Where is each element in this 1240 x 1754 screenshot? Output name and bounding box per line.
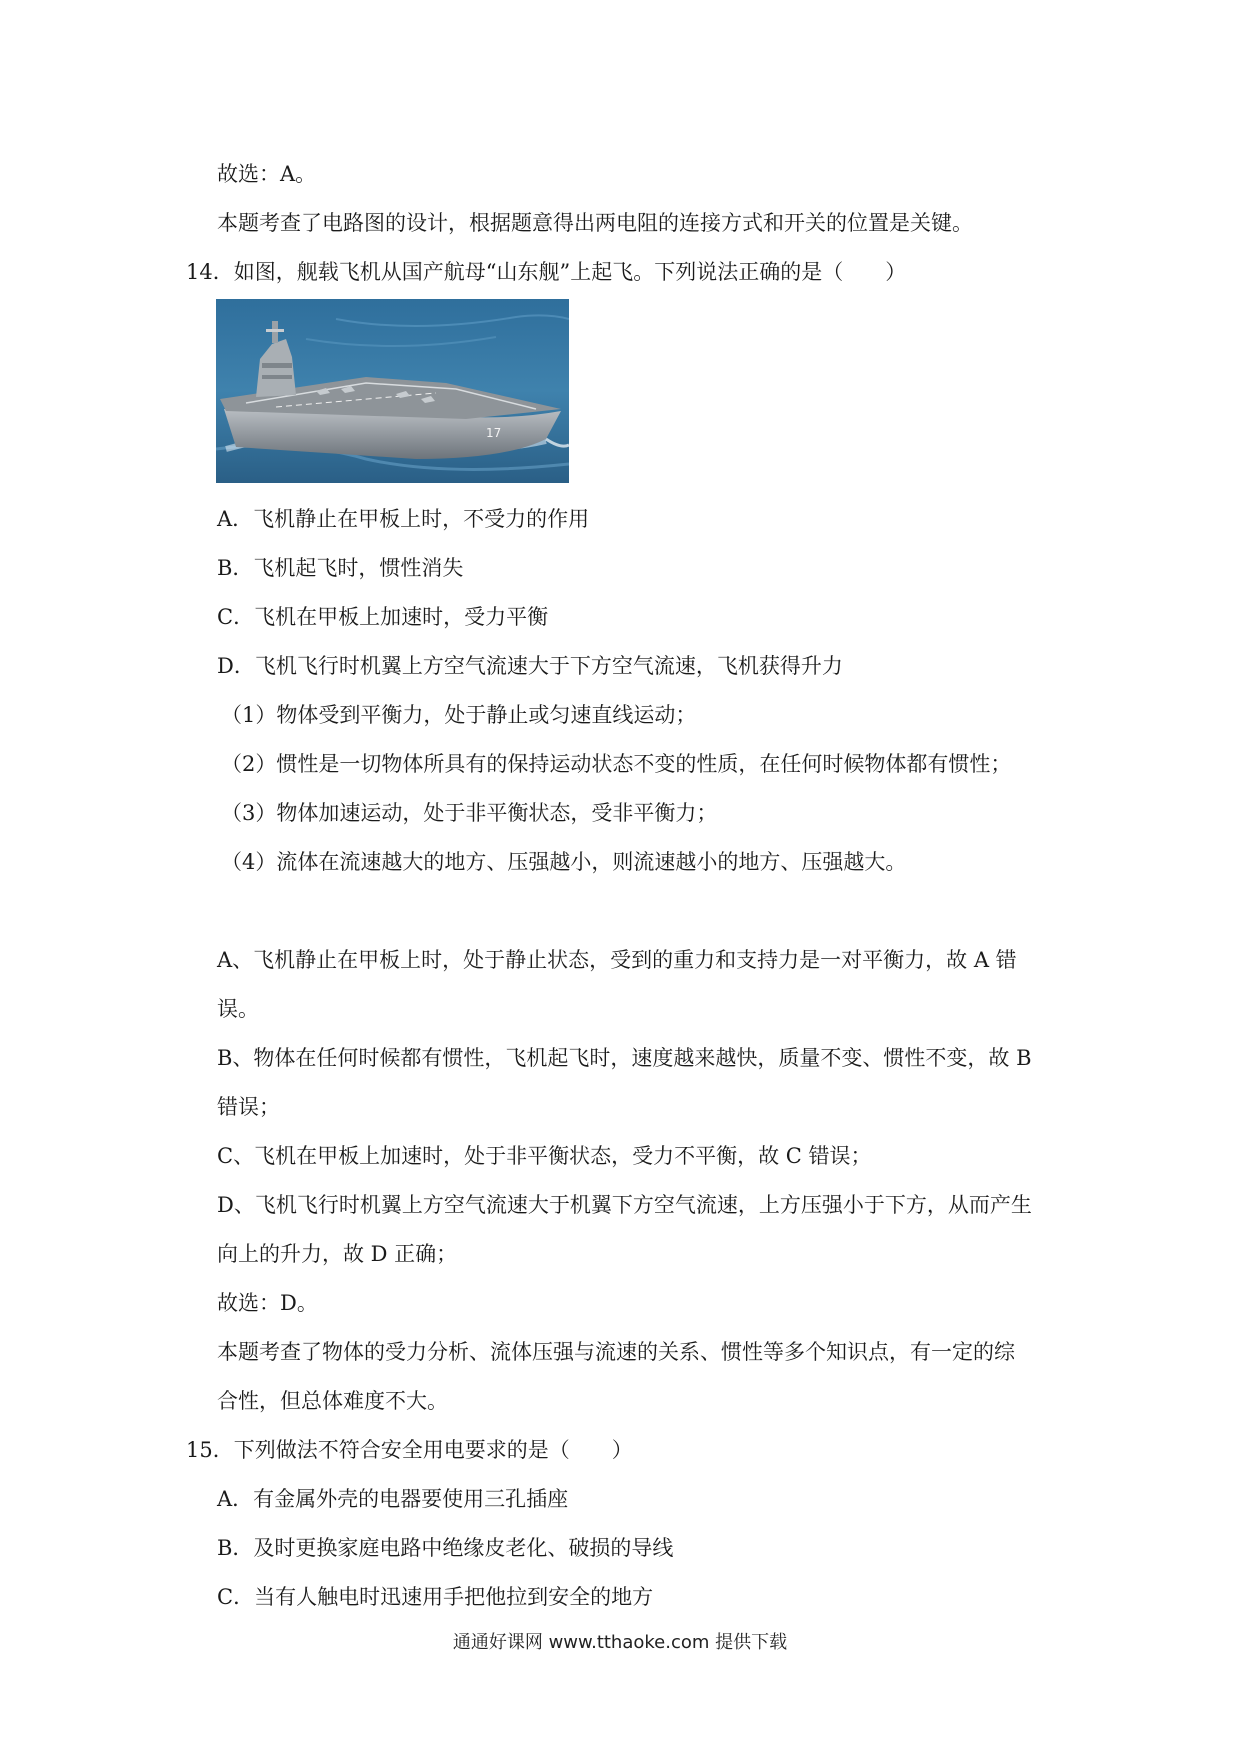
q14-solution-a-cont: 误。 bbox=[217, 997, 259, 1021]
q14-solution-b: B、物体在任何时候都有惯性，飞机起飞时，速度越来越快，质量不变、惯性不变，故 B bbox=[217, 1046, 1032, 1070]
q14-solution-c: C、飞机在甲板上加速时，处于非平衡状态，受力不平衡，故 C 错误； bbox=[217, 1144, 872, 1168]
q14-analysis-4: （4）流体在流速越大的地方、压强越小，则流速越小的地方、压强越大。 bbox=[221, 850, 907, 874]
q14-solution-a: A、飞机静止在甲板上时，处于静止状态，受到的重力和支持力是一对平衡力，故 A 错 bbox=[217, 948, 1017, 972]
q14-analysis-3: （3）物体加速运动，处于非平衡状态，受非平衡力； bbox=[221, 801, 718, 825]
q14-comment-2: 合性，但总体难度不大。 bbox=[217, 1389, 448, 1413]
page-footer: 通通好课网 www.tthaoke.com 提供下载 bbox=[452, 1632, 788, 1653]
q14-stem: 14．如图，舰载飞机从国产航母“山东舰”上起飞。下列说法正确的是（ ） bbox=[186, 260, 907, 284]
q13-answer: 故选：A。 bbox=[217, 162, 317, 186]
q14-solution-d-cont: 向上的升力，故 D 正确； bbox=[217, 1242, 458, 1266]
q14-analysis-1: （1）物体受到平衡力，处于静止或匀速直线运动； bbox=[221, 703, 697, 727]
q14-analysis-2: （2）惯性是一切物体所具有的保持运动状态不变的性质，在任何时候物体都有惯性； bbox=[221, 752, 1012, 776]
q15-option-c: C．当有人触电时迅速用手把他拉到安全的地方 bbox=[217, 1585, 654, 1609]
q14-option-b: B．飞机起飞时，惯性消失 bbox=[217, 556, 464, 580]
q14-option-a: A．飞机静止在甲板上时，不受力的作用 bbox=[217, 507, 590, 531]
q14-solution-d: D、飞机飞行时机翼上方空气流速大于机翼下方空气流速，上方压强小于下方，从而产生 bbox=[217, 1193, 1032, 1217]
svg-text:17: 17 bbox=[486, 426, 502, 440]
q14-option-c: C．飞机在甲板上加速时，受力平衡 bbox=[217, 605, 549, 629]
q14-comment-1: 本题考查了物体的受力分析、流体压强与流速的关系、惯性等多个知识点，有一定的综 bbox=[217, 1340, 1015, 1364]
q14-option-d: D．飞机飞行时机翼上方空气流速大于下方空气流速，飞机获得升力 bbox=[217, 654, 843, 678]
q15-option-a: A．有金属外壳的电器要使用三孔插座 bbox=[217, 1487, 569, 1511]
q15-stem: 15．下列做法不符合安全用电要求的是（ ） bbox=[186, 1438, 633, 1462]
q13-comment: 本题考查了电路图的设计，根据题意得出两电阻的连接方式和开关的位置是关键。 bbox=[217, 211, 973, 235]
q14-answer: 故选：D。 bbox=[217, 1291, 318, 1315]
aircraft-carrier-photo bbox=[216, 299, 569, 483]
q15-option-b: B．及时更换家庭电路中绝缘皮老化、破损的导线 bbox=[217, 1536, 674, 1560]
q14-solution-b-cont: 错误； bbox=[217, 1095, 280, 1119]
